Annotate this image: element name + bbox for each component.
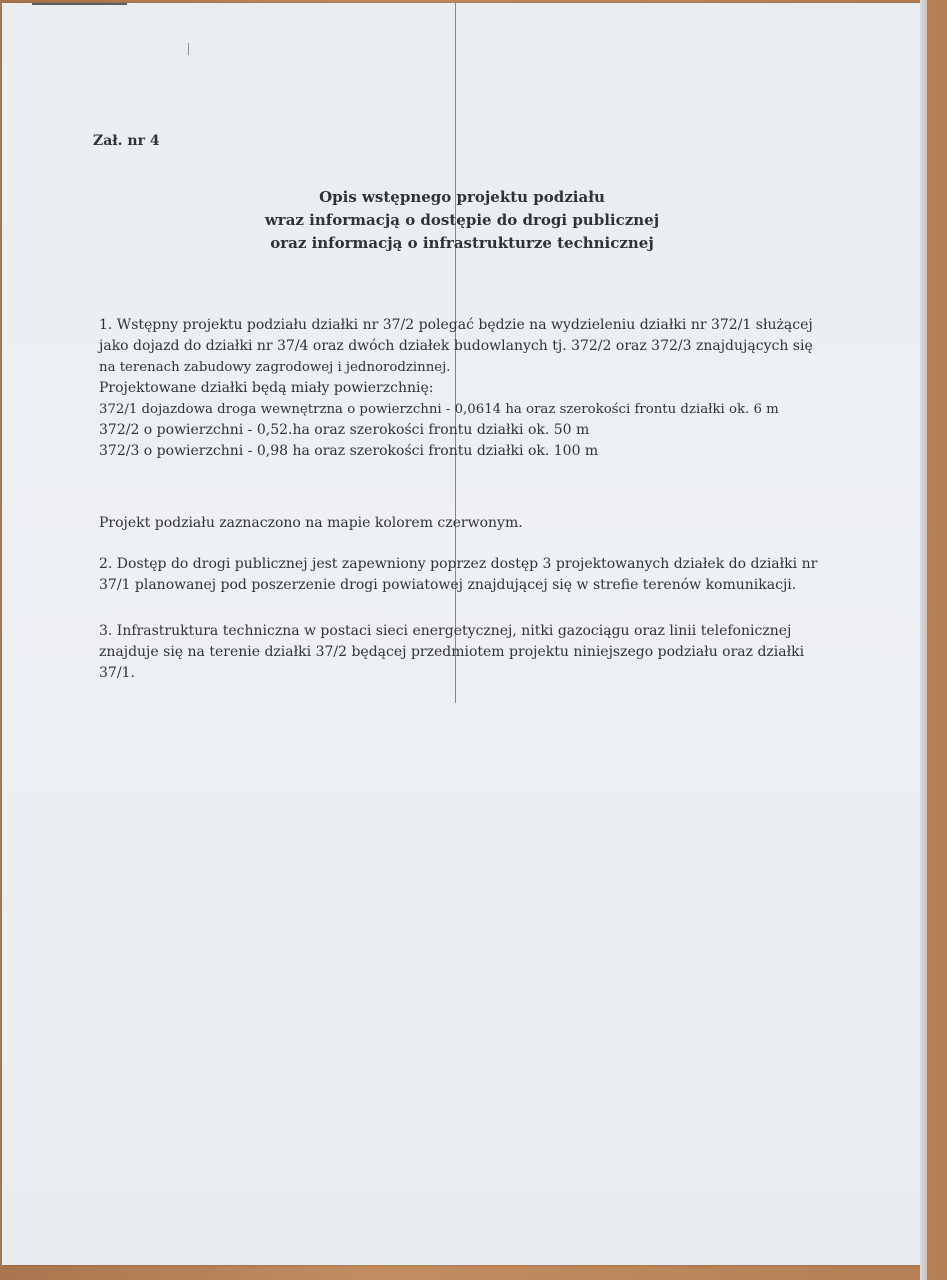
map-note-text: Projekt podziału zaznaczono na mapie kolorem czerwonym. [99,515,523,531]
section-3-infrastructure [99,621,844,684]
section-1-line: na terenach zabudowy zagrodowej i jednorodzinnej. [99,360,451,375]
section-1-line: 372/3 o powierzchni - 0,98 ha oraz szerokości frontu działki ok. 100 m [99,443,599,459]
section-3-line: znajduje się na terenie działki 37/2 będącej przedmiotem projektu niniejszego podziału oraz działki [99,644,805,660]
section-2-line: 37/1 planowanej pod poszerzenie drogi powiatowej znajdującej się w strefie terenów komunikacji. [99,577,797,593]
document-content [2,3,922,1265]
section-1-line: 1. Wstępny projektu podziału działki nr 37/2 polegać będzie na wydzieleniu działki nr 372/1 służącej [99,317,813,333]
section-1-line: Projektowane działki będą miały powierzchnię: [99,380,434,396]
document-title [202,186,722,255]
map-note [99,513,844,534]
section-1-division-project [99,315,844,462]
section-3-line: 37/1. [99,665,135,681]
title-line-3: oraz informacją o infrastrukturze technicznej [270,234,654,252]
section-1-line: jako dojazd do działki nr 37/4 oraz dwóch działek budowlanych tj. 372/2 oraz 372/3 znajdujących się [99,338,813,354]
section-2-road-access [99,554,844,596]
paper-right-edge [920,0,927,1280]
title-line-2: wraz informacją o dostępie do drogi publicznej [264,211,660,229]
title-line-1: Opis wstępnego projektu podziału [319,188,605,206]
section-2-line: 2. Dostęp do drogi publicznej jest zapewniony poprzez dostęp 3 projektowanych działek do działki nr [99,556,818,572]
document-page [2,3,922,1265]
section-1-line: 372/1 dojazdowa droga wewnętrzna o powierzchni - 0,0614 ha oraz szerokości frontu działki ok. 6 m [99,402,779,417]
section-3-line: 3. Infrastruktura techniczna w postaci sieci energetycznej, nitki gazociągu oraz linii telefonicznej [99,623,792,639]
section-1-line: 372/2 o powierzchni - 0,52.ha oraz szerokości frontu działki ok. 50 m [99,422,590,438]
attachment-label: Zał. nr 4 [93,133,160,149]
